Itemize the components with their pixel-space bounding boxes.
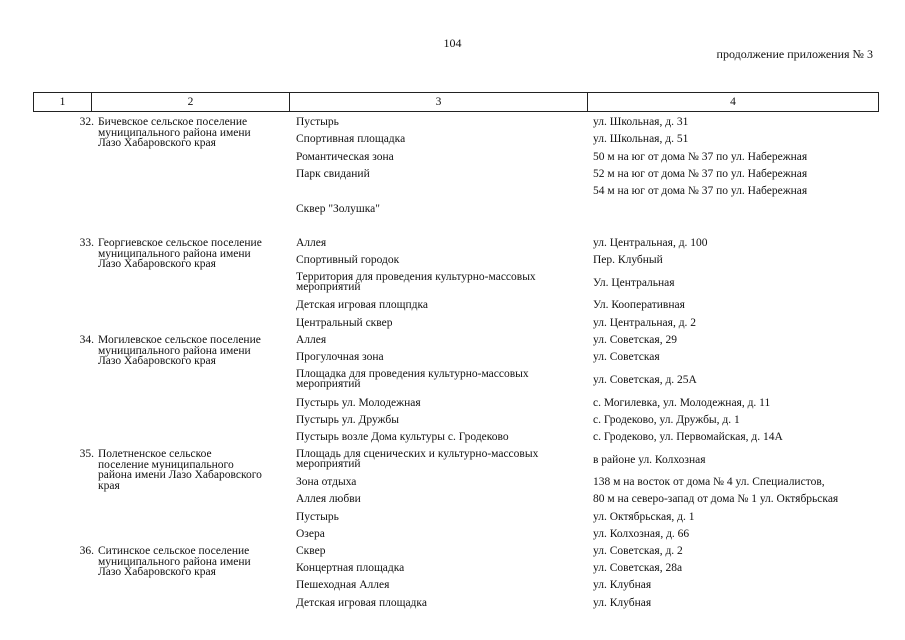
object-name: Аллея <box>296 334 327 346</box>
object-name: Пустырь ул. Дружбы <box>296 414 399 426</box>
object-name: Пустырь <box>296 116 339 128</box>
column-header-3: 3 <box>290 93 588 112</box>
column-header-1: 1 <box>34 93 92 112</box>
object-address: 52 м на юг от дома № 37 по ул. Набережная <box>593 168 808 180</box>
settlement-name: Полетненское сельское поселение муниципального района имени Лазо Хабаровского края <box>98 448 262 492</box>
object-name: Территория для проведения культурно-массовых мероприятий <box>296 271 536 293</box>
object-name: Концертная площадка <box>296 562 405 574</box>
object-address: с. Гродеково, ул. Дружбы, д. 1 <box>593 414 740 426</box>
object-address: ул. Советская, 28а <box>593 562 683 574</box>
settlement-number: 32. <box>79 116 94 128</box>
object-name: Романтическая зона <box>296 151 394 163</box>
object-address: 138 м на восток от дома № 4 ул. Специалистов, <box>593 476 825 488</box>
object-address: Ул. Центральная <box>593 277 675 289</box>
object-address: Пер. Клубный <box>593 254 663 266</box>
object-address: 54 м на юг от дома № 37 по ул. Набережная <box>593 185 808 197</box>
object-address: ул. Советская <box>593 351 660 363</box>
object-address: ул. Колхозная, д. 66 <box>593 528 690 540</box>
settlement-number: 36. <box>79 545 94 557</box>
object-name: Пустырь <box>296 511 339 523</box>
object-name: Площадь для сценических и культурно-массовых мероприятий <box>296 448 539 470</box>
column-header-2: 2 <box>92 93 290 112</box>
object-name: Пустырь ул. Молодежная <box>296 397 421 409</box>
column-header-4: 4 <box>588 93 879 112</box>
object-address: в районе ул. Колхозная <box>593 454 706 466</box>
page-number: 104 <box>443 36 462 50</box>
object-address: ул. Советская, д. 25А <box>593 374 697 386</box>
object-address: ул. Советская, 29 <box>593 334 677 346</box>
object-address: ул. Школьная, д. 31 <box>593 116 689 128</box>
settlement-number: 33. <box>79 237 94 249</box>
object-name: Аллея любви <box>296 493 361 505</box>
continuation-label: продолжение приложения № 3 <box>716 47 873 61</box>
settlement-name: Могилевское сельское поселение муниципального района имени Лазо Хабаровского края <box>98 334 261 367</box>
object-address: ул. Октябрьская, д. 1 <box>593 511 695 523</box>
object-name: Центральный сквер <box>296 317 393 329</box>
object-name: Детская игровая площадка <box>296 597 427 609</box>
object-name: Пустырь возле Дома культуры с. Гродеково <box>296 431 509 443</box>
object-address: ул. Школьная, д. 51 <box>593 133 689 145</box>
column-header-row <box>34 93 879 112</box>
settlement-name: Бичевское сельское поселение муниципального района имени Лазо Хабаровского края <box>98 116 251 149</box>
object-name: Зона отдыха <box>296 476 357 488</box>
object-address: ул. Центральная, д. 2 <box>593 317 697 329</box>
object-name: Пешеходная Аллея <box>296 579 390 591</box>
object-name: Спортивный городок <box>296 254 400 266</box>
object-address: Ул. Кооперативная <box>593 299 685 311</box>
object-address: ул. Клубная <box>593 579 652 591</box>
object-address: с. Гродеково, ул. Первомайская, д. 14А <box>593 431 783 443</box>
object-address: 80 м на северо-запад от дома № 1 ул. Октябрьская <box>593 493 839 505</box>
settlement-number: 35. <box>79 448 94 460</box>
object-name: Аллея <box>296 237 327 249</box>
object-name: Спортивная площадка <box>296 133 406 145</box>
object-name: Парк свиданий <box>296 168 370 180</box>
object-name: Площадка для проведения культурно-массовых мероприятий <box>296 368 529 390</box>
settlement-name: Ситинское сельское поселение муниципального района имени Лазо Хабаровского края <box>98 545 251 578</box>
object-name: Прогулочная зона <box>296 351 384 363</box>
object-name: Сквер "Золушка" <box>296 203 380 215</box>
object-address: с. Могилевка, ул. Молодежная, д. 11 <box>593 397 771 409</box>
object-name: Сквер <box>296 545 326 557</box>
object-address: 50 м на юг от дома № 37 по ул. Набережная <box>593 151 808 163</box>
settlement-number: 34. <box>79 334 94 346</box>
settlement-name: Георгиевское сельское поселение муниципального района имени Лазо Хабаровского края <box>98 237 262 270</box>
object-address: ул. Клубная <box>593 597 652 609</box>
object-name: Детская игровая площпдка <box>296 299 428 311</box>
object-address: ул. Центральная, д. 100 <box>593 237 708 249</box>
object-address: ул. Советская, д. 2 <box>593 545 683 557</box>
column-header-table <box>33 92 879 112</box>
object-name: Озера <box>296 528 325 540</box>
